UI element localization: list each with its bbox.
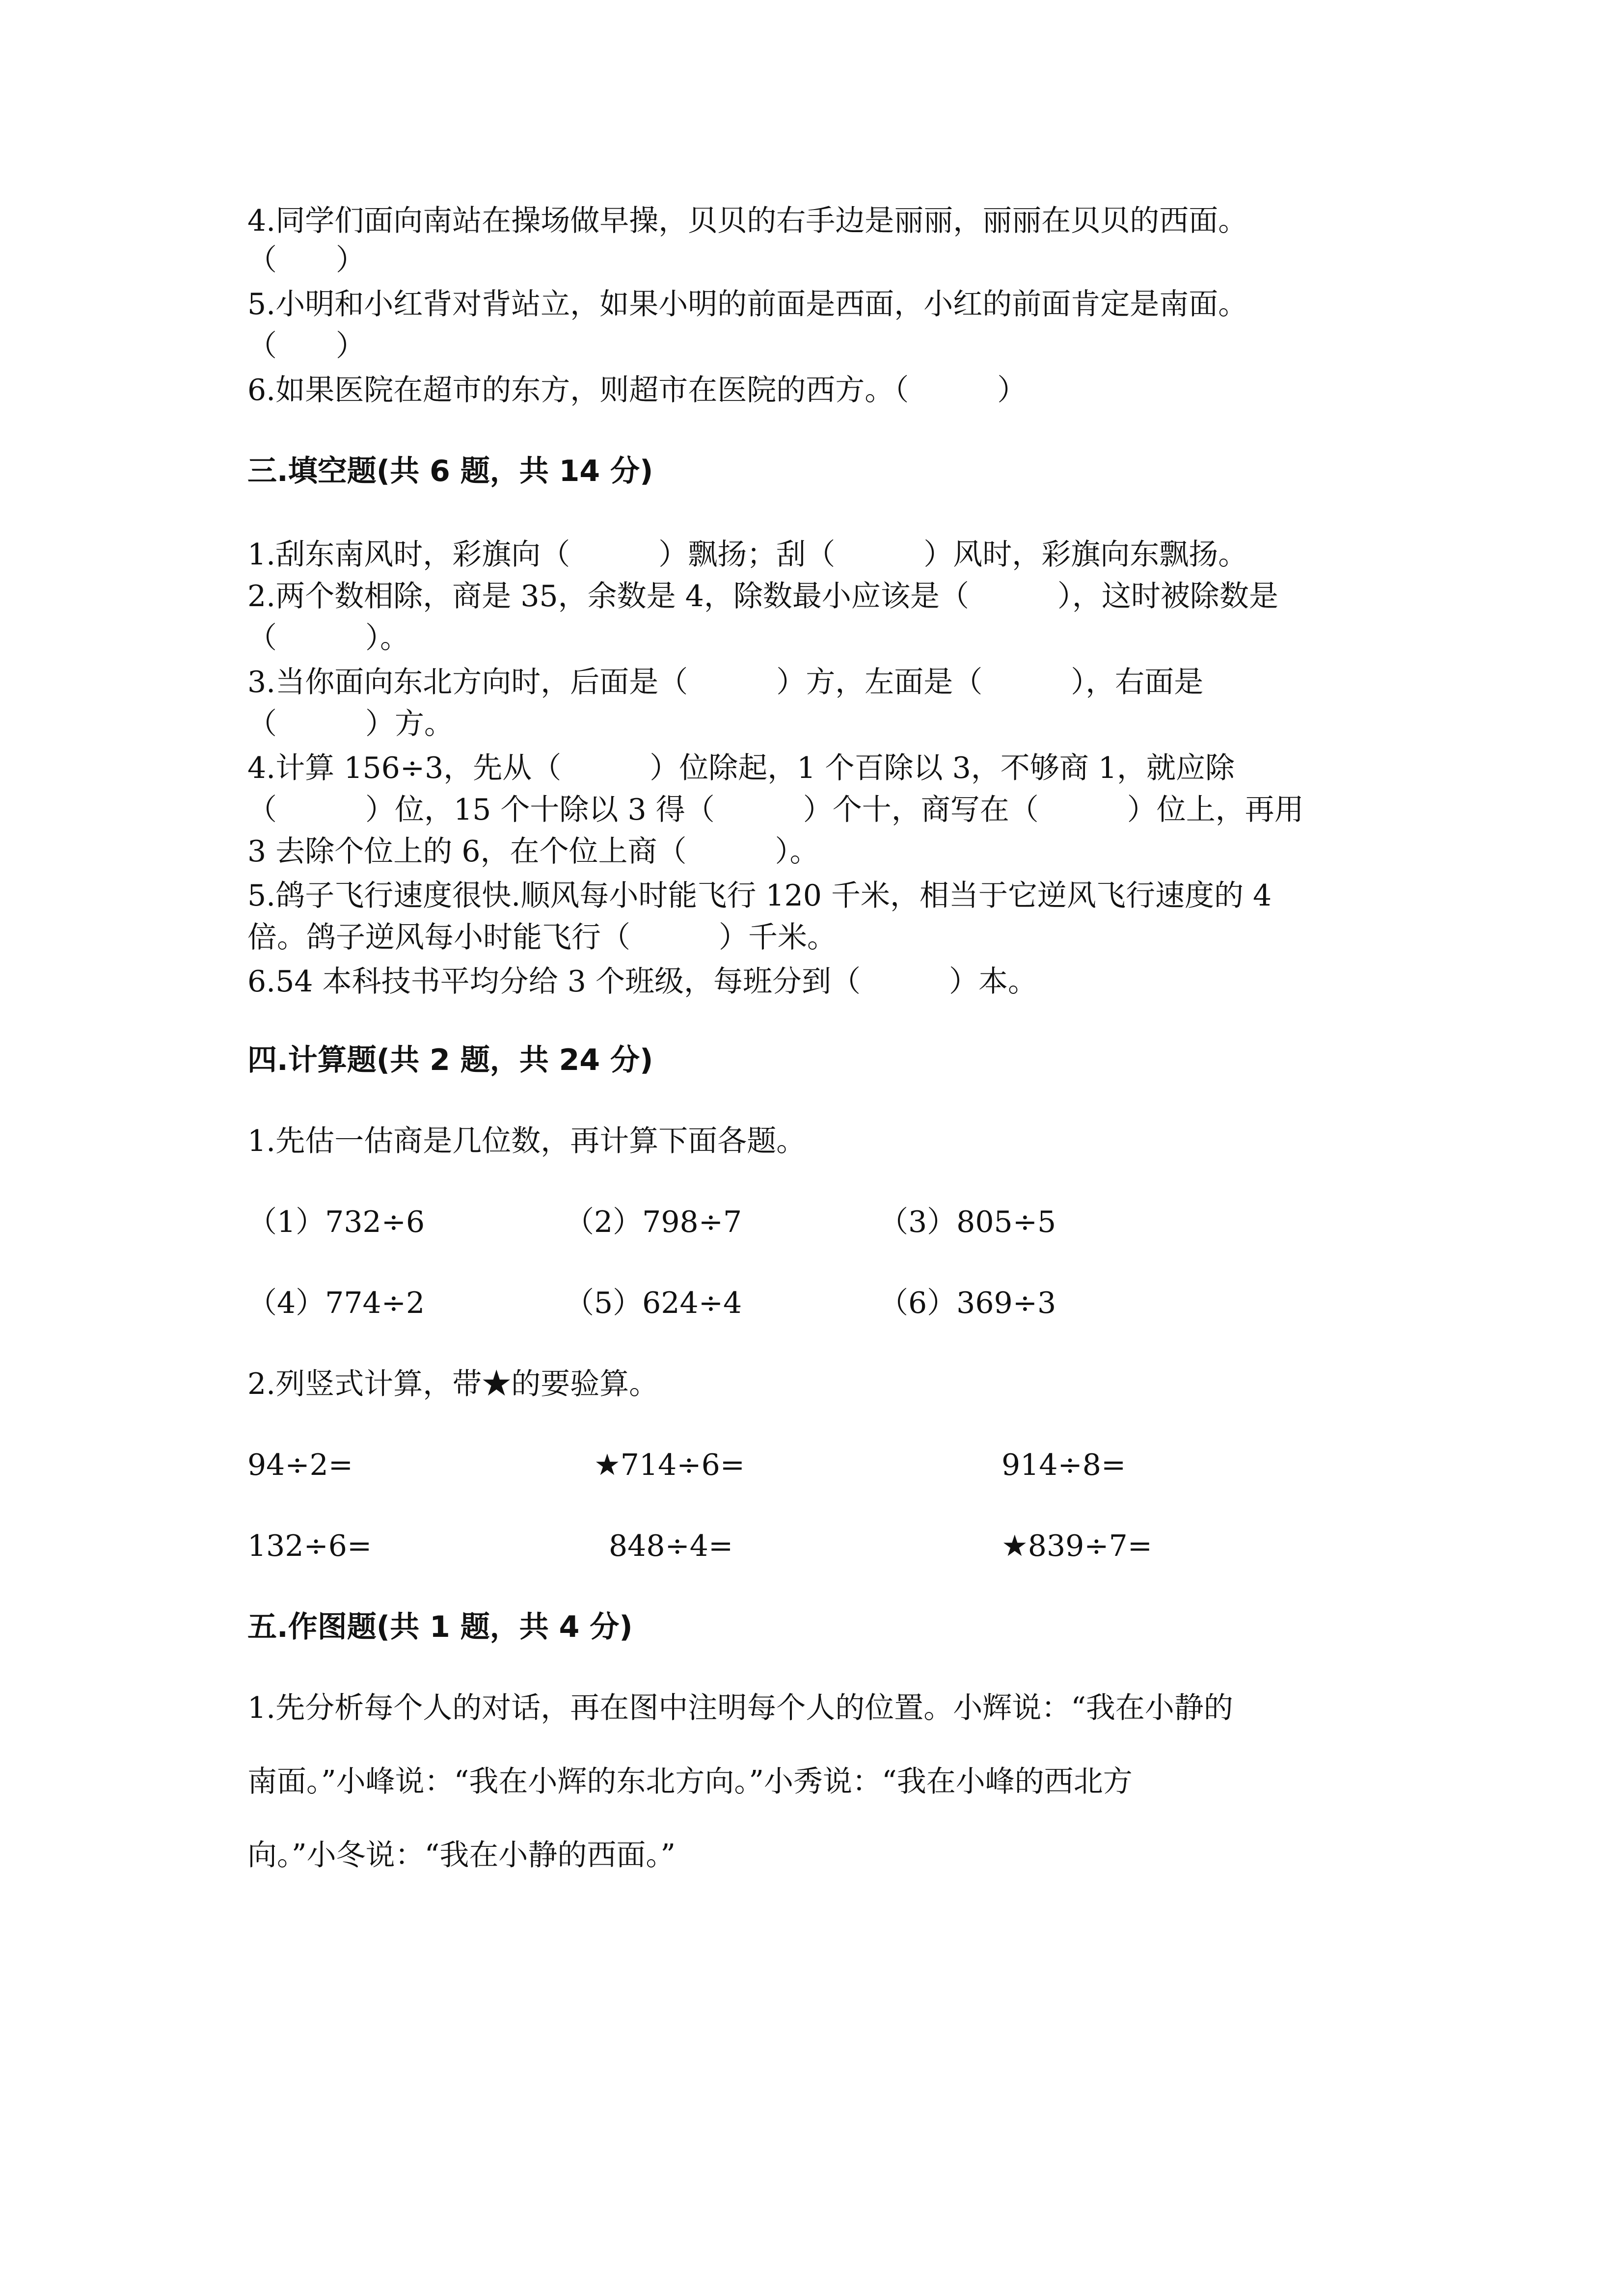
fill-q3: 3.当你面向东北方向时，后面是（ ）方，左面是（ ），右面是 [247,665,1204,699]
section-4-title: 四.计算题(共 2 题，共 24 分) [247,1043,653,1077]
fill-q6: 6.54 本科技书平均分给 3 个班级，每班分到（ ）本。 [247,964,1037,999]
calc-q1: 1.先估一估商是几位数，再计算下面各题。 [247,1124,806,1158]
draw-q1-line3: 向。”小冬说：“我在小静的西面。” [247,1838,676,1872]
judgement-q5-answer: （ ） [247,329,365,363]
section-3-title: 三.填空题(共 6 题，共 14 分) [247,454,653,488]
fill-q5: 5.鸽子飞行速度很快.顺风每小时能飞行 120 千米，相当于它逆风飞行速度的 4 [247,879,1272,913]
fill-q5-cont: 倍。鸽子逆风每小时能飞行（ ）千米。 [247,920,837,955]
calc-q1-item-5: （5）624÷4 [565,1286,742,1320]
calc-q2-item-2: ★714÷6= [594,1448,745,1482]
fill-q3-cont: （ ）方。 [247,707,454,741]
calc-q2-item-4: 132÷6= [247,1529,372,1563]
fill-q4: 4.计算 156÷3，先从（ ）位除起，1 个百除以 3，不够商 1，就应除 [247,751,1235,785]
judgement-q6: 6.如果医院在超市的东方，则超市在医院的西方。（ ） [247,373,1027,407]
fill-q4-cont1: （ ）位，15 个十除以 3 得（ ）个十，商写在（ ）位上，再用 [247,793,1304,827]
calc-q1-item-1: （1）732÷6 [247,1205,425,1239]
calc-q2-item-5: 848÷4= [609,1529,733,1563]
calc-q1-item-3: （3）805÷5 [879,1205,1056,1239]
calc-q1-item-6: （6）369÷3 [879,1286,1056,1320]
judgement-q4: 4.同学们面向南站在操场做早操，贝贝的右手边是丽丽，丽丽在贝贝的西面。 [247,204,1248,238]
calc-q2-item-6: ★839÷7= [1001,1529,1153,1563]
fill-q1: 1.刮东南风时，彩旗向（ ）飘扬；刮（ ）风时，彩旗向东飘扬。 [247,537,1248,572]
draw-q1-line2: 南面。”小峰说：“我在小辉的东北方向。”小秀说：“我在小峰的西北方 [247,1764,1133,1799]
calc-q1-item-4: （4）774÷2 [247,1286,425,1320]
draw-q1-line1: 1.先分析每个人的对话，再在图中注明每个人的位置。小辉说：“我在小静的 [247,1691,1233,1725]
judgement-q4-answer: （ ） [247,243,365,277]
section-5-title: 五.作图题(共 1 题，共 4 分) [247,1610,633,1644]
calc-q2-item-1: 94÷2= [247,1448,353,1482]
calc-q1-item-2: （2）798÷7 [565,1205,742,1239]
calc-q2-item-3: 914÷8= [1001,1448,1126,1482]
judgement-q5: 5.小明和小红背对背站立，如果小明的前面是西面，小红的前面肯定是南面。 [247,287,1248,321]
fill-q2-cont: （ ）。 [247,621,409,655]
calc-q2: 2.列竖式计算，带★的要验算。 [247,1367,659,1401]
fill-q2: 2.两个数相除，商是 35，余数是 4，除数最小应该是（ ），这时被除数是 [247,579,1278,614]
fill-q4-cont2: 3 去除个位上的 6，在个位上商（ ）。 [247,834,819,869]
